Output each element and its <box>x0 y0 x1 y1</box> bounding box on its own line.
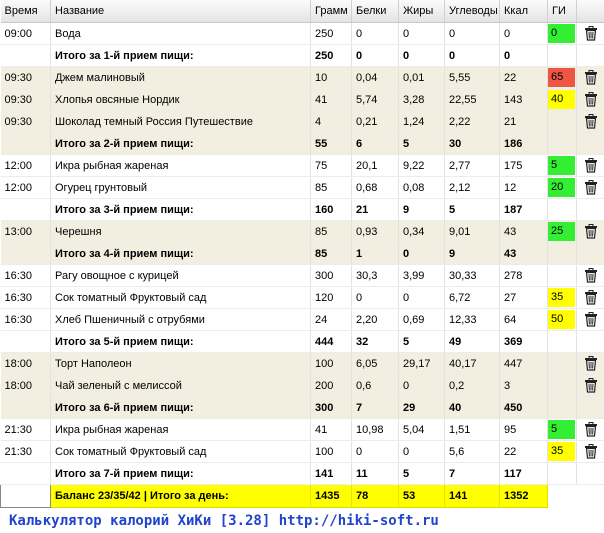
food-kcal: 22 <box>500 67 548 89</box>
subtotal-grams: 300 <box>311 397 352 419</box>
subtotal-time <box>1 463 51 485</box>
trash-icon <box>577 268 604 283</box>
food-name: Огурец грунтовый <box>51 177 311 199</box>
delete-button[interactable] <box>577 155 604 177</box>
day-total-grams: 1435 <box>311 485 352 508</box>
day-total-kcal: 1352 <box>500 485 548 508</box>
food-carbs: 30,33 <box>445 265 500 287</box>
app-credit: Калькулятор калорий ХиКи [3.28] http://hiki-soft.ru <box>9 513 439 529</box>
food-fat: 0 <box>399 375 445 397</box>
food-row[interactable] <box>1 441 604 463</box>
food-row[interactable] <box>1 287 604 309</box>
food-carbs: 5,6 <box>445 441 500 463</box>
food-time: 12:00 <box>1 177 51 199</box>
food-carbs: 9,01 <box>445 221 500 243</box>
food-carbs: 22,55 <box>445 89 500 111</box>
delete-button[interactable] <box>577 111 604 133</box>
food-protein: 0,21 <box>352 111 399 133</box>
food-kcal: 12 <box>500 177 548 199</box>
food-carbs: 2,77 <box>445 155 500 177</box>
food-protein: 10,98 <box>352 419 399 441</box>
subtotal-protein: 11 <box>352 463 399 485</box>
gi-badge: 25 <box>548 222 575 241</box>
food-fat: 3,28 <box>399 89 445 111</box>
food-gi-cell <box>548 375 577 397</box>
food-time: 18:00 <box>1 375 51 397</box>
column-header-delete <box>577 0 604 23</box>
delete-button[interactable] <box>577 23 604 45</box>
gi-badge: 20 <box>548 178 575 197</box>
subtotal-delete <box>577 331 604 353</box>
food-protein: 2,20 <box>352 309 399 331</box>
food-grams[interactable]: 10 <box>311 67 352 89</box>
subtotal-protein: 6 <box>352 133 399 155</box>
subtotal-kcal: 187 <box>500 199 548 221</box>
food-protein: 0,04 <box>352 67 399 89</box>
food-kcal: 27 <box>500 287 548 309</box>
food-gi-cell <box>548 309 577 331</box>
food-protein: 0,68 <box>352 177 399 199</box>
food-fat: 9,22 <box>399 155 445 177</box>
trash-icon <box>577 114 604 129</box>
meal-subtotal-row <box>1 133 604 155</box>
food-kcal: 95 <box>500 419 548 441</box>
food-fat: 0,34 <box>399 221 445 243</box>
trash-icon <box>577 224 604 239</box>
food-name: Чай зеленый с мелиссой <box>51 375 311 397</box>
trash-icon <box>577 444 604 459</box>
food-carbs: 1,51 <box>445 419 500 441</box>
food-protein: 0,93 <box>352 221 399 243</box>
food-name: Рагу овощное с курицей <box>51 265 311 287</box>
food-kcal: 447 <box>500 353 548 375</box>
food-grams[interactable]: 250 <box>311 23 352 45</box>
food-protein: 30,3 <box>352 265 399 287</box>
subtotal-delete <box>577 199 604 221</box>
food-row[interactable] <box>1 111 604 133</box>
subtotal-time <box>1 199 51 221</box>
gi-badge: 50 <box>548 310 575 329</box>
food-time: 12:00 <box>1 155 51 177</box>
subtotal-label: Итого за 2-й прием пищи: <box>51 133 311 155</box>
food-gi-cell <box>548 221 577 243</box>
subtotal-gi <box>548 243 577 265</box>
food-kcal: 0 <box>500 23 548 45</box>
subtotal-fat: 5 <box>399 463 445 485</box>
meal-subtotal-row <box>1 243 604 265</box>
food-name: Хлопья овсяные Нордик <box>51 89 311 111</box>
food-protein: 20,1 <box>352 155 399 177</box>
subtotal-label: Итого за 7-й прием пищи: <box>51 463 311 485</box>
food-carbs: 40,17 <box>445 353 500 375</box>
food-grams[interactable]: 200 <box>311 375 352 397</box>
delete-button[interactable] <box>577 221 604 243</box>
food-name: Хлеб Пшеничный с отрубями <box>51 309 311 331</box>
food-time: 21:30 <box>1 419 51 441</box>
delete-button[interactable] <box>577 353 604 375</box>
food-carbs: 12,33 <box>445 309 500 331</box>
subtotal-delete <box>577 45 604 67</box>
food-row[interactable] <box>1 67 604 89</box>
food-row[interactable] <box>1 221 604 243</box>
subtotal-carbs: 9 <box>445 243 500 265</box>
food-fat: 3,99 <box>399 265 445 287</box>
subtotal-gi <box>548 199 577 221</box>
trash-icon <box>577 70 604 85</box>
gi-badge: 35 <box>548 442 575 461</box>
food-row[interactable] <box>1 155 604 177</box>
column-header-gi[interactable]: ГИ <box>548 0 577 23</box>
subtotal-time <box>1 397 51 419</box>
subtotal-kcal: 369 <box>500 331 548 353</box>
day-total-carbs: 141 <box>445 485 500 508</box>
food-name: Черешня <box>51 221 311 243</box>
subtotal-kcal: 450 <box>500 397 548 419</box>
subtotal-delete <box>577 397 604 419</box>
meal-subtotal-row <box>1 45 604 67</box>
food-gi-cell <box>548 111 577 133</box>
day-total-delete-cell <box>577 485 604 508</box>
trash-icon <box>577 180 604 195</box>
food-time: 09:00 <box>1 23 51 45</box>
subtotal-time <box>1 133 51 155</box>
subtotal-protein: 7 <box>352 397 399 419</box>
subtotal-grams: 85 <box>311 243 352 265</box>
food-fat: 1,24 <box>399 111 445 133</box>
food-kcal: 43 <box>500 221 548 243</box>
subtotal-gi <box>548 45 577 67</box>
column-header-grams[interactable]: Грамм <box>311 0 352 23</box>
food-time: 16:30 <box>1 265 51 287</box>
food-kcal: 22 <box>500 441 548 463</box>
day-total-row <box>1 485 604 508</box>
food-carbs: 2,12 <box>445 177 500 199</box>
subtotal-gi <box>548 463 577 485</box>
food-carbs: 5,55 <box>445 67 500 89</box>
subtotal-gi <box>548 331 577 353</box>
food-name: Икра рыбная жареная <box>51 155 311 177</box>
trash-icon <box>577 356 604 371</box>
subtotal-label: Итого за 1-й прием пищи: <box>51 45 311 67</box>
food-kcal: 21 <box>500 111 548 133</box>
food-fat: 0,01 <box>399 67 445 89</box>
day-total-protein: 78 <box>352 485 399 508</box>
food-name: Джем малиновый <box>51 67 311 89</box>
day-total-gi-cell <box>548 485 577 508</box>
food-row[interactable] <box>1 419 604 441</box>
meal-subtotal-row <box>1 397 604 419</box>
day-total-time-cell[interactable] <box>1 485 51 508</box>
delete-button[interactable] <box>577 67 604 89</box>
food-grams[interactable]: 100 <box>311 353 352 375</box>
delete-button[interactable] <box>577 265 604 287</box>
food-gi-cell <box>548 67 577 89</box>
delete-button[interactable] <box>577 419 604 441</box>
food-gi-cell <box>548 89 577 111</box>
food-name: Сок томатный Фруктовый сад <box>51 441 311 463</box>
food-row[interactable] <box>1 89 604 111</box>
subtotal-carbs: 30 <box>445 133 500 155</box>
delete-button[interactable] <box>577 375 604 397</box>
food-gi-cell <box>548 155 577 177</box>
subtotal-label: Итого за 5-й прием пищи: <box>51 331 311 353</box>
food-name: Торт Наполеон <box>51 353 311 375</box>
subtotal-grams: 160 <box>311 199 352 221</box>
food-kcal: 64 <box>500 309 548 331</box>
subtotal-delete <box>577 243 604 265</box>
food-name: Шоколад темный Россия Путешествие <box>51 111 311 133</box>
subtotal-kcal: 43 <box>500 243 548 265</box>
subtotal-fat: 5 <box>399 133 445 155</box>
subtotal-time <box>1 45 51 67</box>
gi-badge: 40 <box>548 90 575 109</box>
table-body <box>1 23 604 485</box>
subtotal-delete <box>577 463 604 485</box>
trash-icon <box>577 26 604 41</box>
subtotal-fat: 9 <box>399 199 445 221</box>
food-kcal: 3 <box>500 375 548 397</box>
subtotal-label: Итого за 4-й прием пищи: <box>51 243 311 265</box>
food-time: 16:30 <box>1 309 51 331</box>
food-name: Икра рыбная жареная <box>51 419 311 441</box>
subtotal-protein: 32 <box>352 331 399 353</box>
food-protein: 6,05 <box>352 353 399 375</box>
food-grams[interactable]: 75 <box>311 155 352 177</box>
delete-button[interactable] <box>577 441 604 463</box>
subtotal-protein: 0 <box>352 45 399 67</box>
food-row[interactable] <box>1 375 604 397</box>
food-time: 09:30 <box>1 111 51 133</box>
trash-icon <box>577 312 604 327</box>
food-fat: 0 <box>399 287 445 309</box>
column-header-name[interactable]: Название <box>51 0 311 23</box>
subtotal-carbs: 40 <box>445 397 500 419</box>
food-fat: 29,17 <box>399 353 445 375</box>
food-grams[interactable]: 300 <box>311 265 352 287</box>
subtotal-fat: 0 <box>399 45 445 67</box>
food-time: 13:00 <box>1 221 51 243</box>
gi-badge: 65 <box>548 68 575 87</box>
column-header-time[interactable]: Время <box>1 0 51 23</box>
subtotal-kcal: 117 <box>500 463 548 485</box>
food-protein: 0,6 <box>352 375 399 397</box>
food-grams[interactable]: 41 <box>311 89 352 111</box>
food-gi-cell <box>548 419 577 441</box>
food-kcal: 143 <box>500 89 548 111</box>
subtotal-grams: 55 <box>311 133 352 155</box>
subtotal-carbs: 7 <box>445 463 500 485</box>
food-fat: 0,08 <box>399 177 445 199</box>
table-header <box>1 0 604 23</box>
food-grams[interactable]: 4 <box>311 111 352 133</box>
subtotal-gi <box>548 133 577 155</box>
food-grams[interactable]: 41 <box>311 419 352 441</box>
subtotal-kcal: 186 <box>500 133 548 155</box>
food-time: 09:30 <box>1 89 51 111</box>
food-grams[interactable]: 100 <box>311 441 352 463</box>
subtotal-fat: 5 <box>399 331 445 353</box>
food-gi-cell <box>548 177 577 199</box>
food-name: Сок томатный Фруктовый сад <box>51 287 311 309</box>
food-kcal: 175 <box>500 155 548 177</box>
food-carbs: 0,2 <box>445 375 500 397</box>
food-time: 18:00 <box>1 353 51 375</box>
food-gi-cell <box>548 353 577 375</box>
subtotal-kcal: 0 <box>500 45 548 67</box>
subtotal-carbs: 49 <box>445 331 500 353</box>
delete-button[interactable] <box>577 177 604 199</box>
trash-icon <box>577 378 604 393</box>
meal-subtotal-row <box>1 463 604 485</box>
column-header-fat[interactable]: Жиры <box>399 0 445 23</box>
meal-subtotal-row <box>1 199 604 221</box>
food-gi-cell <box>548 287 577 309</box>
food-gi-cell <box>548 265 577 287</box>
trash-icon <box>577 158 604 173</box>
gi-badge: 5 <box>548 156 575 175</box>
food-grams[interactable]: 120 <box>311 287 352 309</box>
subtotal-grams: 444 <box>311 331 352 353</box>
food-carbs: 0 <box>445 23 500 45</box>
subtotal-label: Итого за 6-й прием пищи: <box>51 397 311 419</box>
food-row[interactable] <box>1 309 604 331</box>
food-row[interactable] <box>1 353 604 375</box>
trash-icon <box>577 290 604 305</box>
food-row[interactable] <box>1 177 604 199</box>
gi-badge: 35 <box>548 288 575 307</box>
trash-icon <box>577 92 604 107</box>
food-gi-cell <box>548 23 577 45</box>
subtotal-grams: 250 <box>311 45 352 67</box>
delete-button[interactable] <box>577 309 604 331</box>
food-carbs: 2,22 <box>445 111 500 133</box>
subtotal-time <box>1 331 51 353</box>
food-protein: 0 <box>352 441 399 463</box>
subtotal-grams: 141 <box>311 463 352 485</box>
food-grams[interactable]: 85 <box>311 177 352 199</box>
subtotal-carbs: 5 <box>445 199 500 221</box>
subtotal-fat: 29 <box>399 397 445 419</box>
food-grams[interactable]: 24 <box>311 309 352 331</box>
food-name: Вода <box>51 23 311 45</box>
food-fat: 5,04 <box>399 419 445 441</box>
food-time: 16:30 <box>1 287 51 309</box>
column-header-carbs[interactable]: Углеводы <box>445 0 500 23</box>
food-fat: 0 <box>399 23 445 45</box>
food-protein: 0 <box>352 287 399 309</box>
subtotal-delete <box>577 133 604 155</box>
subtotal-gi <box>548 397 577 419</box>
subtotal-label: Итого за 3-й прием пищи: <box>51 199 311 221</box>
trash-icon <box>577 422 604 437</box>
food-kcal: 278 <box>500 265 548 287</box>
subtotal-fat: 0 <box>399 243 445 265</box>
food-row[interactable] <box>1 23 604 45</box>
gi-badge: 5 <box>548 420 575 439</box>
food-fat: 0,69 <box>399 309 445 331</box>
column-header-protein[interactable]: Белки <box>352 0 399 23</box>
food-protein: 5,74 <box>352 89 399 111</box>
food-carbs: 6,72 <box>445 287 500 309</box>
delete-button[interactable] <box>577 287 604 309</box>
day-total-label: Баланс 23/35/42 | Итого за день: <box>51 485 311 508</box>
subtotal-carbs: 0 <box>445 45 500 67</box>
food-time: 21:30 <box>1 441 51 463</box>
delete-button[interactable] <box>577 89 604 111</box>
column-header-kcal[interactable]: Ккал <box>500 0 548 23</box>
subtotal-protein: 21 <box>352 199 399 221</box>
food-fat: 0 <box>399 441 445 463</box>
food-grams[interactable]: 85 <box>311 221 352 243</box>
food-gi-cell <box>548 441 577 463</box>
food-time: 09:30 <box>1 67 51 89</box>
food-row[interactable] <box>1 265 604 287</box>
day-total-fat: 53 <box>399 485 445 508</box>
subtotal-protein: 1 <box>352 243 399 265</box>
subtotal-time <box>1 243 51 265</box>
gi-badge: 0 <box>548 24 575 43</box>
meal-subtotal-row <box>1 331 604 353</box>
food-protein: 0 <box>352 23 399 45</box>
